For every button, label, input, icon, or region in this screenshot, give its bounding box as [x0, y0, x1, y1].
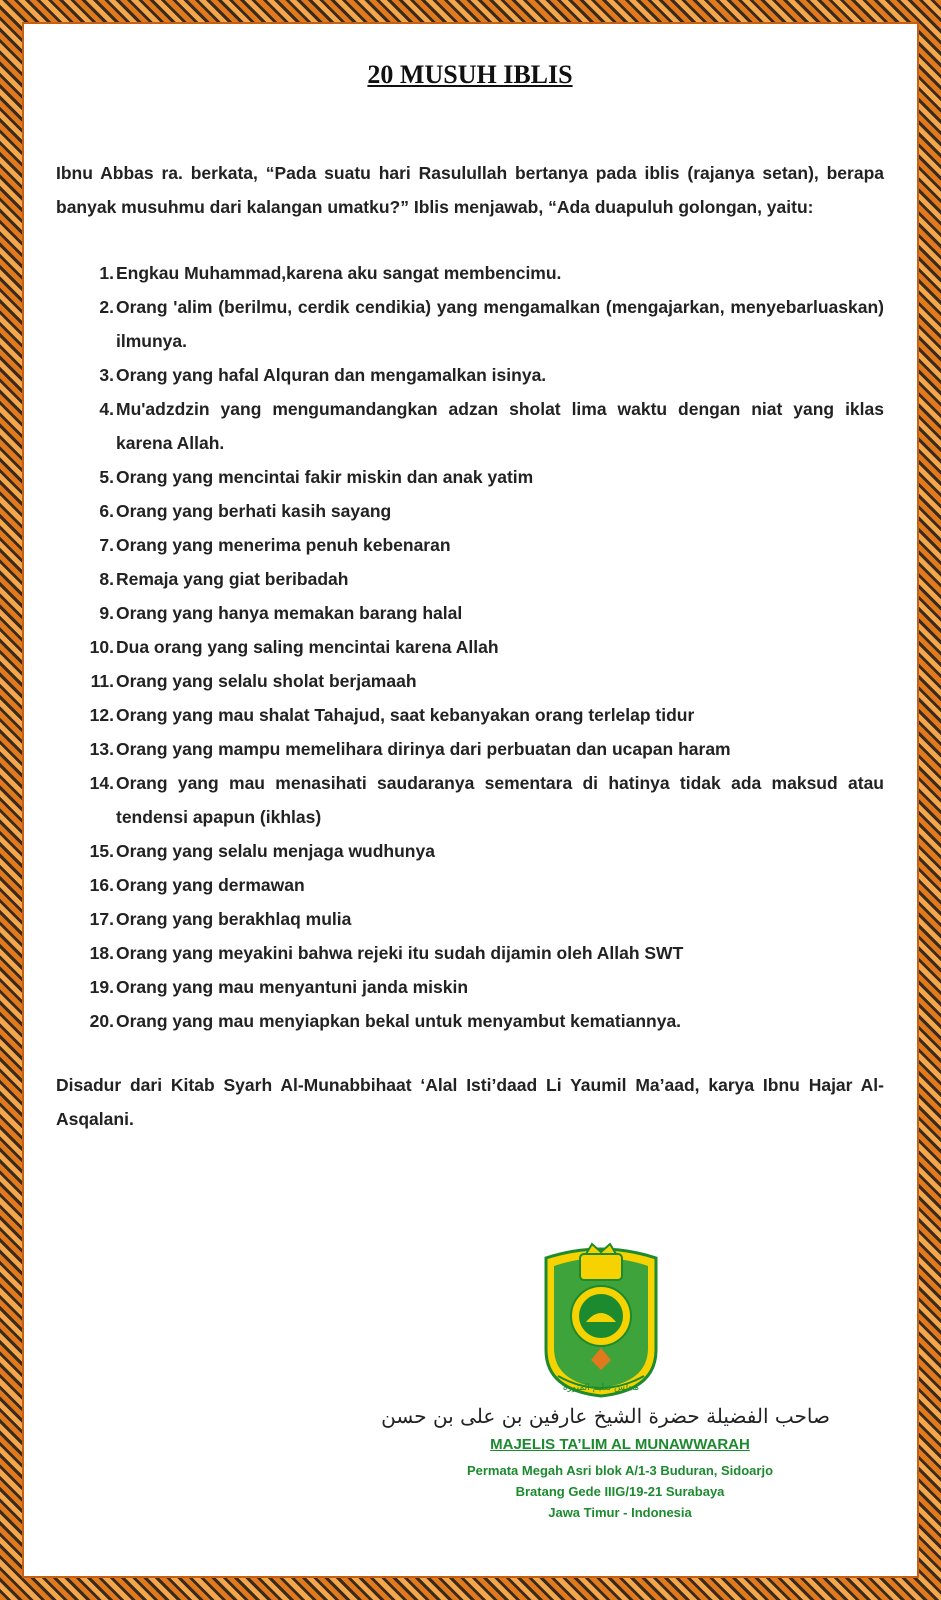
list-item-text: Remaja yang giat beribadah — [116, 569, 349, 589]
list-item — [56, 970, 884, 1004]
list-item-text: Orang yang selalu menjaga wudhunya — [116, 841, 435, 861]
list-item — [56, 698, 884, 732]
list-item — [56, 494, 884, 528]
list-item-number: 3. — [99, 365, 114, 385]
address-line-3: Jawa Timur - Indonesia — [548, 1505, 692, 1520]
list-item — [56, 630, 884, 664]
list-item-number: 2. — [99, 297, 114, 317]
list-item-text: Orang yang mau menasihati saudaranya sementara di hatinya tidak ada maksud atau tendensi apapun (ikhlas) — [116, 773, 884, 827]
list-item-text: Orang yang berhati kasih sayang — [116, 501, 392, 521]
list-item-text: Orang yang selalu sholat berjamaah — [116, 671, 417, 691]
list-item-text: Orang yang hafal Alquran dan mengamalkan isinya. — [116, 365, 547, 385]
list-item — [56, 1004, 884, 1038]
list-item-text: Dua orang yang saling mencintai karena Allah — [116, 637, 499, 657]
list-item-text: Orang yang mau shalat Tahajud, saat kebanyakan orang terlelap tidur — [116, 705, 695, 725]
list-item-number: 16. — [89, 875, 114, 895]
address-line-2: Bratang Gede IIIG/19-21 Surabaya — [515, 1484, 725, 1499]
list-item-number: 14. — [89, 773, 114, 793]
list-item — [56, 460, 884, 494]
list-item-text: Orang yang hanya memakan barang halal — [116, 603, 463, 623]
list-item-text: Orang yang menerima penuh kebenaran — [116, 535, 451, 555]
list-item-number: 11. — [90, 671, 114, 691]
source-paragraph: Disadur dari Kitab Syarh Al-Munabbihaat ‘Alal Isti’daad Li Yaumil Ma’aad, karya Ibnu Hajar Al-Asqalani. — [56, 1075, 884, 1129]
list-item — [56, 562, 884, 596]
intro-paragraph: Ibnu Abbas ra. berkata, “Pada suatu hari Rasulullah bertanya pada iblis (rajanya setan), berapa banyak musuhmu dari kalangan umatku?” Iblis menjawab, “Ada duapuluh golongan, yaitu: — [56, 163, 884, 217]
list-item — [56, 256, 884, 290]
list-item-text: Orang yang mampu memelihara dirinya dari perbuatan dan ucapan haram — [116, 739, 731, 759]
list-item-text: Orang yang mau menyantuni janda miskin — [116, 977, 469, 997]
address-line-1: Permata Megah Asri blok A/1-3 Buduran, Sidoarjo — [466, 1463, 774, 1478]
list-item-text: Orang 'alim (berilmu, cerdik cendikia) yang mengamalkan (mengajarkan, menyebarluaskan) ilmunya. — [116, 297, 884, 351]
list-item — [56, 664, 884, 698]
list-item-text: Orang yang berakhlaq mulia — [116, 909, 352, 929]
organization-name: MAJELIS TA’LIM AL MUNAWWARAH — [490, 1436, 750, 1453]
page-title: 20 MUSUH IBLIS — [367, 60, 573, 89]
list-item-number: 18. — [89, 943, 114, 963]
list-item-number: 13. — [89, 739, 114, 759]
list-item-number: 1. — [99, 263, 114, 283]
list-item-text: Mu'adzdzin yang mengumandangkan adzan sholat lima waktu dengan niat yang iklas karena Allah. — [116, 399, 884, 453]
list-item — [56, 596, 884, 630]
list-item-number: 8. — [99, 569, 114, 589]
list-item — [56, 358, 884, 392]
list-item — [56, 868, 884, 902]
list-item — [56, 834, 884, 868]
list-item-number: 6. — [99, 501, 114, 521]
list-item-number: 19. — [89, 977, 114, 997]
list-item — [56, 902, 884, 936]
list-item-text: Orang yang meyakini bahwa rejeki itu sudah dijamin oleh Allah SWT — [116, 943, 684, 963]
list-item — [56, 936, 884, 970]
list-item-number: 7. — [99, 535, 114, 555]
list-item-number: 10. — [89, 637, 114, 657]
list-item-text: Orang yang mencintai fakir miskin dan anak yatim — [116, 467, 534, 487]
list-item-number: 4. — [99, 399, 114, 419]
arabic-footer-line: صاحب الفضيلة حضرة الشيخ عارفين بن على بن حسن — [381, 1404, 830, 1428]
enemy-list — [56, 256, 884, 1038]
list-item-number: 17. — [89, 909, 114, 929]
list-item-number: 20. — [89, 1011, 114, 1031]
list-item — [56, 528, 884, 562]
list-item-number: 9. — [99, 603, 114, 623]
list-item — [56, 766, 884, 834]
list-item-text: Engkau Muhammad,karena aku sangat membencimu. — [116, 263, 562, 283]
list-item-number: 5. — [99, 467, 114, 487]
list-item — [56, 732, 884, 766]
list-item-number: 15. — [89, 841, 114, 861]
logo-caption: مجلس تعليم المنورة — [562, 1383, 640, 1393]
crest-logo-icon — [536, 1240, 666, 1400]
list-item-text: Orang yang mau menyiapkan bekal untuk menyambut kematiannya. — [116, 1011, 682, 1031]
list-item-number: 12. — [89, 705, 114, 725]
list-item — [56, 392, 884, 460]
document-body — [56, 60, 884, 1136]
list-item-text: Orang yang dermawan — [116, 875, 305, 895]
list-item — [56, 290, 884, 358]
